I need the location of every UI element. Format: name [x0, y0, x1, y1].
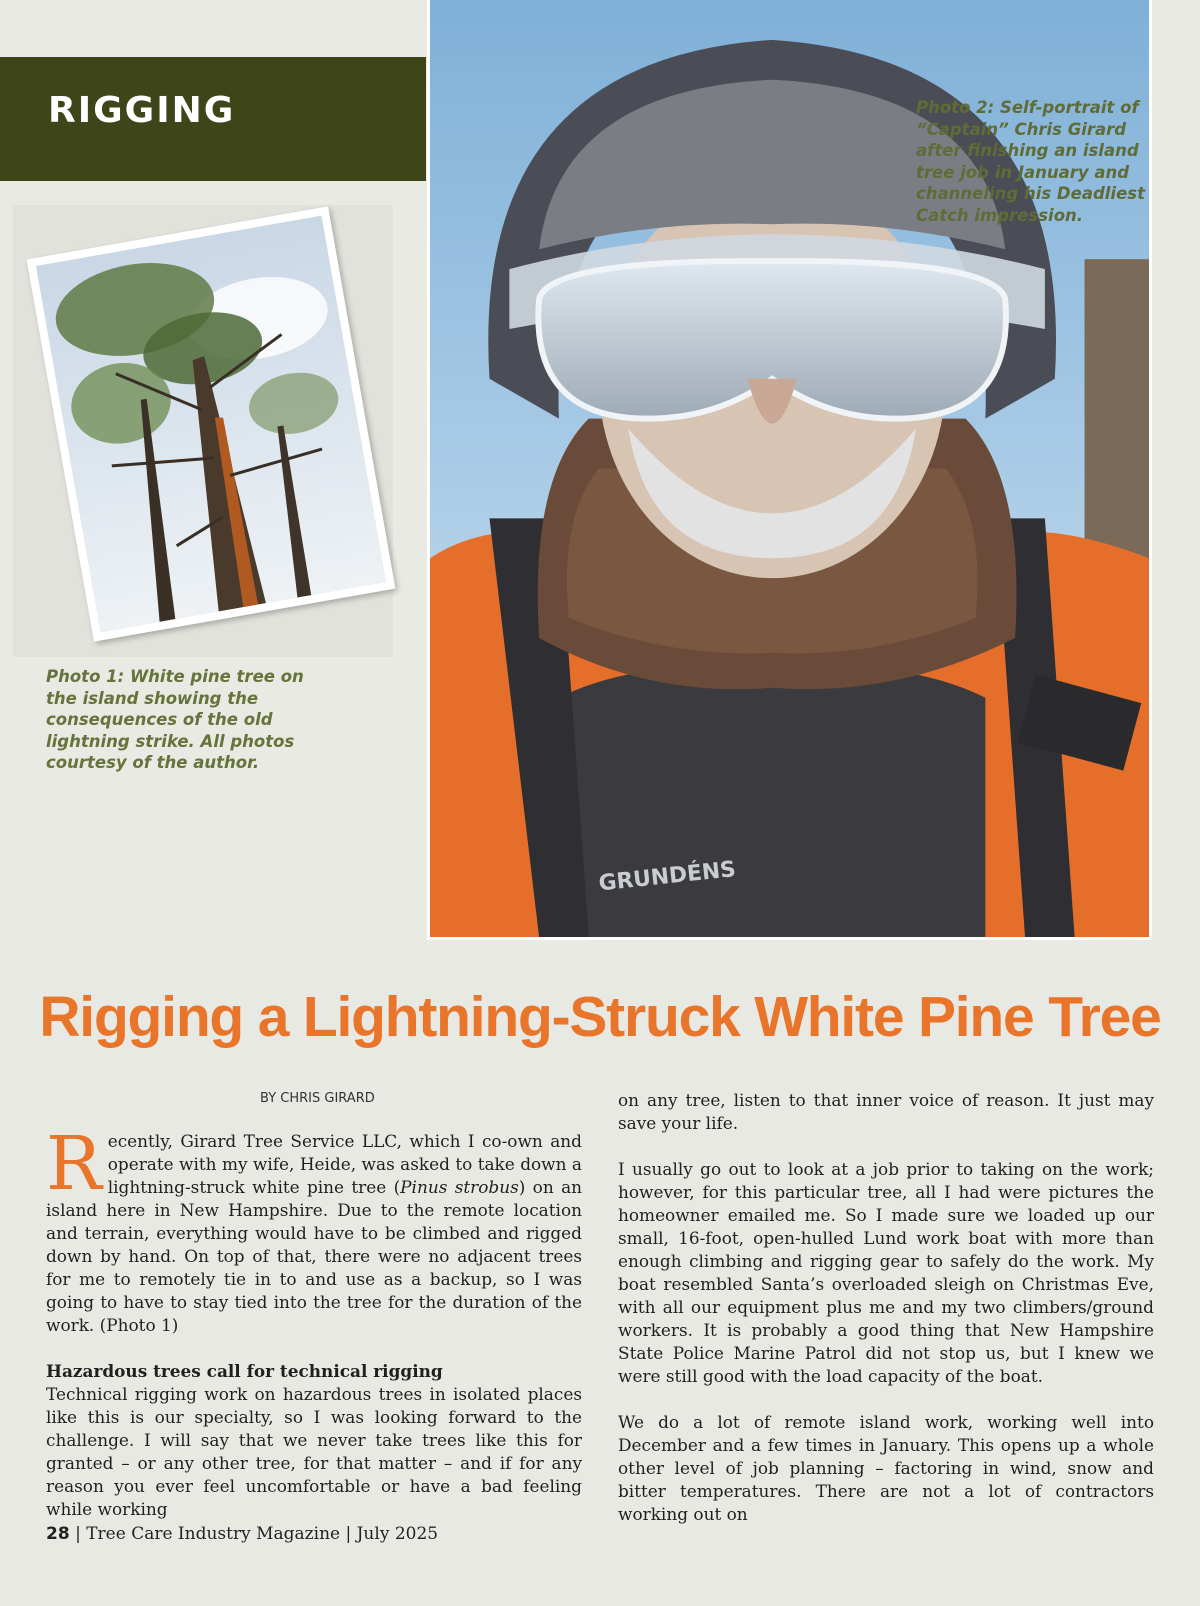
article-title: Rigging a Lightning-Struck White Pine Tree — [39, 985, 1161, 1049]
paragraph-technical-rigging-cont: on any tree, listen to that inner voice of reason. It just may save your life. — [618, 1090, 1154, 1133]
paragraph-remote-island: We do a lot of remote island work, working well into December and a few times in January. This opens up a whole other level of job planning – factoring in wind, snow and bitter temperatures. There are not a lot of contractors working out on — [618, 1412, 1154, 1524]
article-column-left — [46, 1121, 583, 1521]
byline: BY CHRIS GIRARD — [260, 1091, 375, 1106]
page-number: 28 — [46, 1524, 70, 1544]
article-column-right — [618, 1089, 1154, 1526]
photo2-brand-text: GRUNDÉNS — [597, 857, 738, 897]
photo1-caption: Photo 1: White pine tree on the island showing the consequences of the old lightning strike. All photos courtesy of the author. — [46, 667, 304, 772]
dropcap: R — [46, 1121, 102, 1207]
section-label: RIGGING — [48, 90, 236, 131]
footer-publication: | Tree Care Industry Magazine | July 2025 — [69, 1524, 439, 1544]
paragraph-intro-text-a: ecently, Girard Tree Service LLC, which I co-own and operate with my wife, Heide, was asked to take down a lightning-struck white pine tree ( — [107, 1131, 582, 1197]
paragraph-intro-text-b: ) on an island here in New Hampshire. Due to the remote location and terrain, everything would have to be climbed and rigged down by hand. On top of that, there were no adjacent trees for me to remotely tie in to and use as a backup, so I was going to have to stay tied into the tree for the duration of the work. (Photo 1) — [46, 1177, 583, 1335]
paragraph-job-prep: I usually go out to look at a job prior to taking on the work; however, for this particular tree, all I had were pictures the homeowner emailed me. So I made sure we loaded up our small, 16-foot, open-hulled Lund work boat with more than enough climbing and rigging gear to safely do the work. My boat resembled Santa’s overloaded sleigh on Christmas Eve, with all our equipment plus me and my two climbers/ground workers. It is probably a good thing that New Hampshire State Police Marine Patrol did not stop us, but I knew we were still good with the load capacity of the boat. — [618, 1159, 1154, 1386]
latin-name: Pinus strobus — [400, 1177, 519, 1197]
page-footer — [46, 1524, 438, 1544]
paragraph-intro — [46, 1121, 583, 1337]
photo2-caption: Photo 2: Self-portrait of “Captain” Chris Girard after finishing an island tree job in January and channeling his Deadliest Catch impression. — [916, 98, 1145, 225]
paragraph-technical-rigging: Technical rigging work on hazardous trees in isolated places like this is our specialty, so I was looking forward to the challenge. I will say that we never take trees like this for granted – or any other tree, for that matter – and if for any reason you ever feel uncomfortable or have a bad feeling while working — [46, 1384, 582, 1519]
subhead-hazardous-trees: Hazardous trees call for technical rigging — [46, 1361, 443, 1381]
